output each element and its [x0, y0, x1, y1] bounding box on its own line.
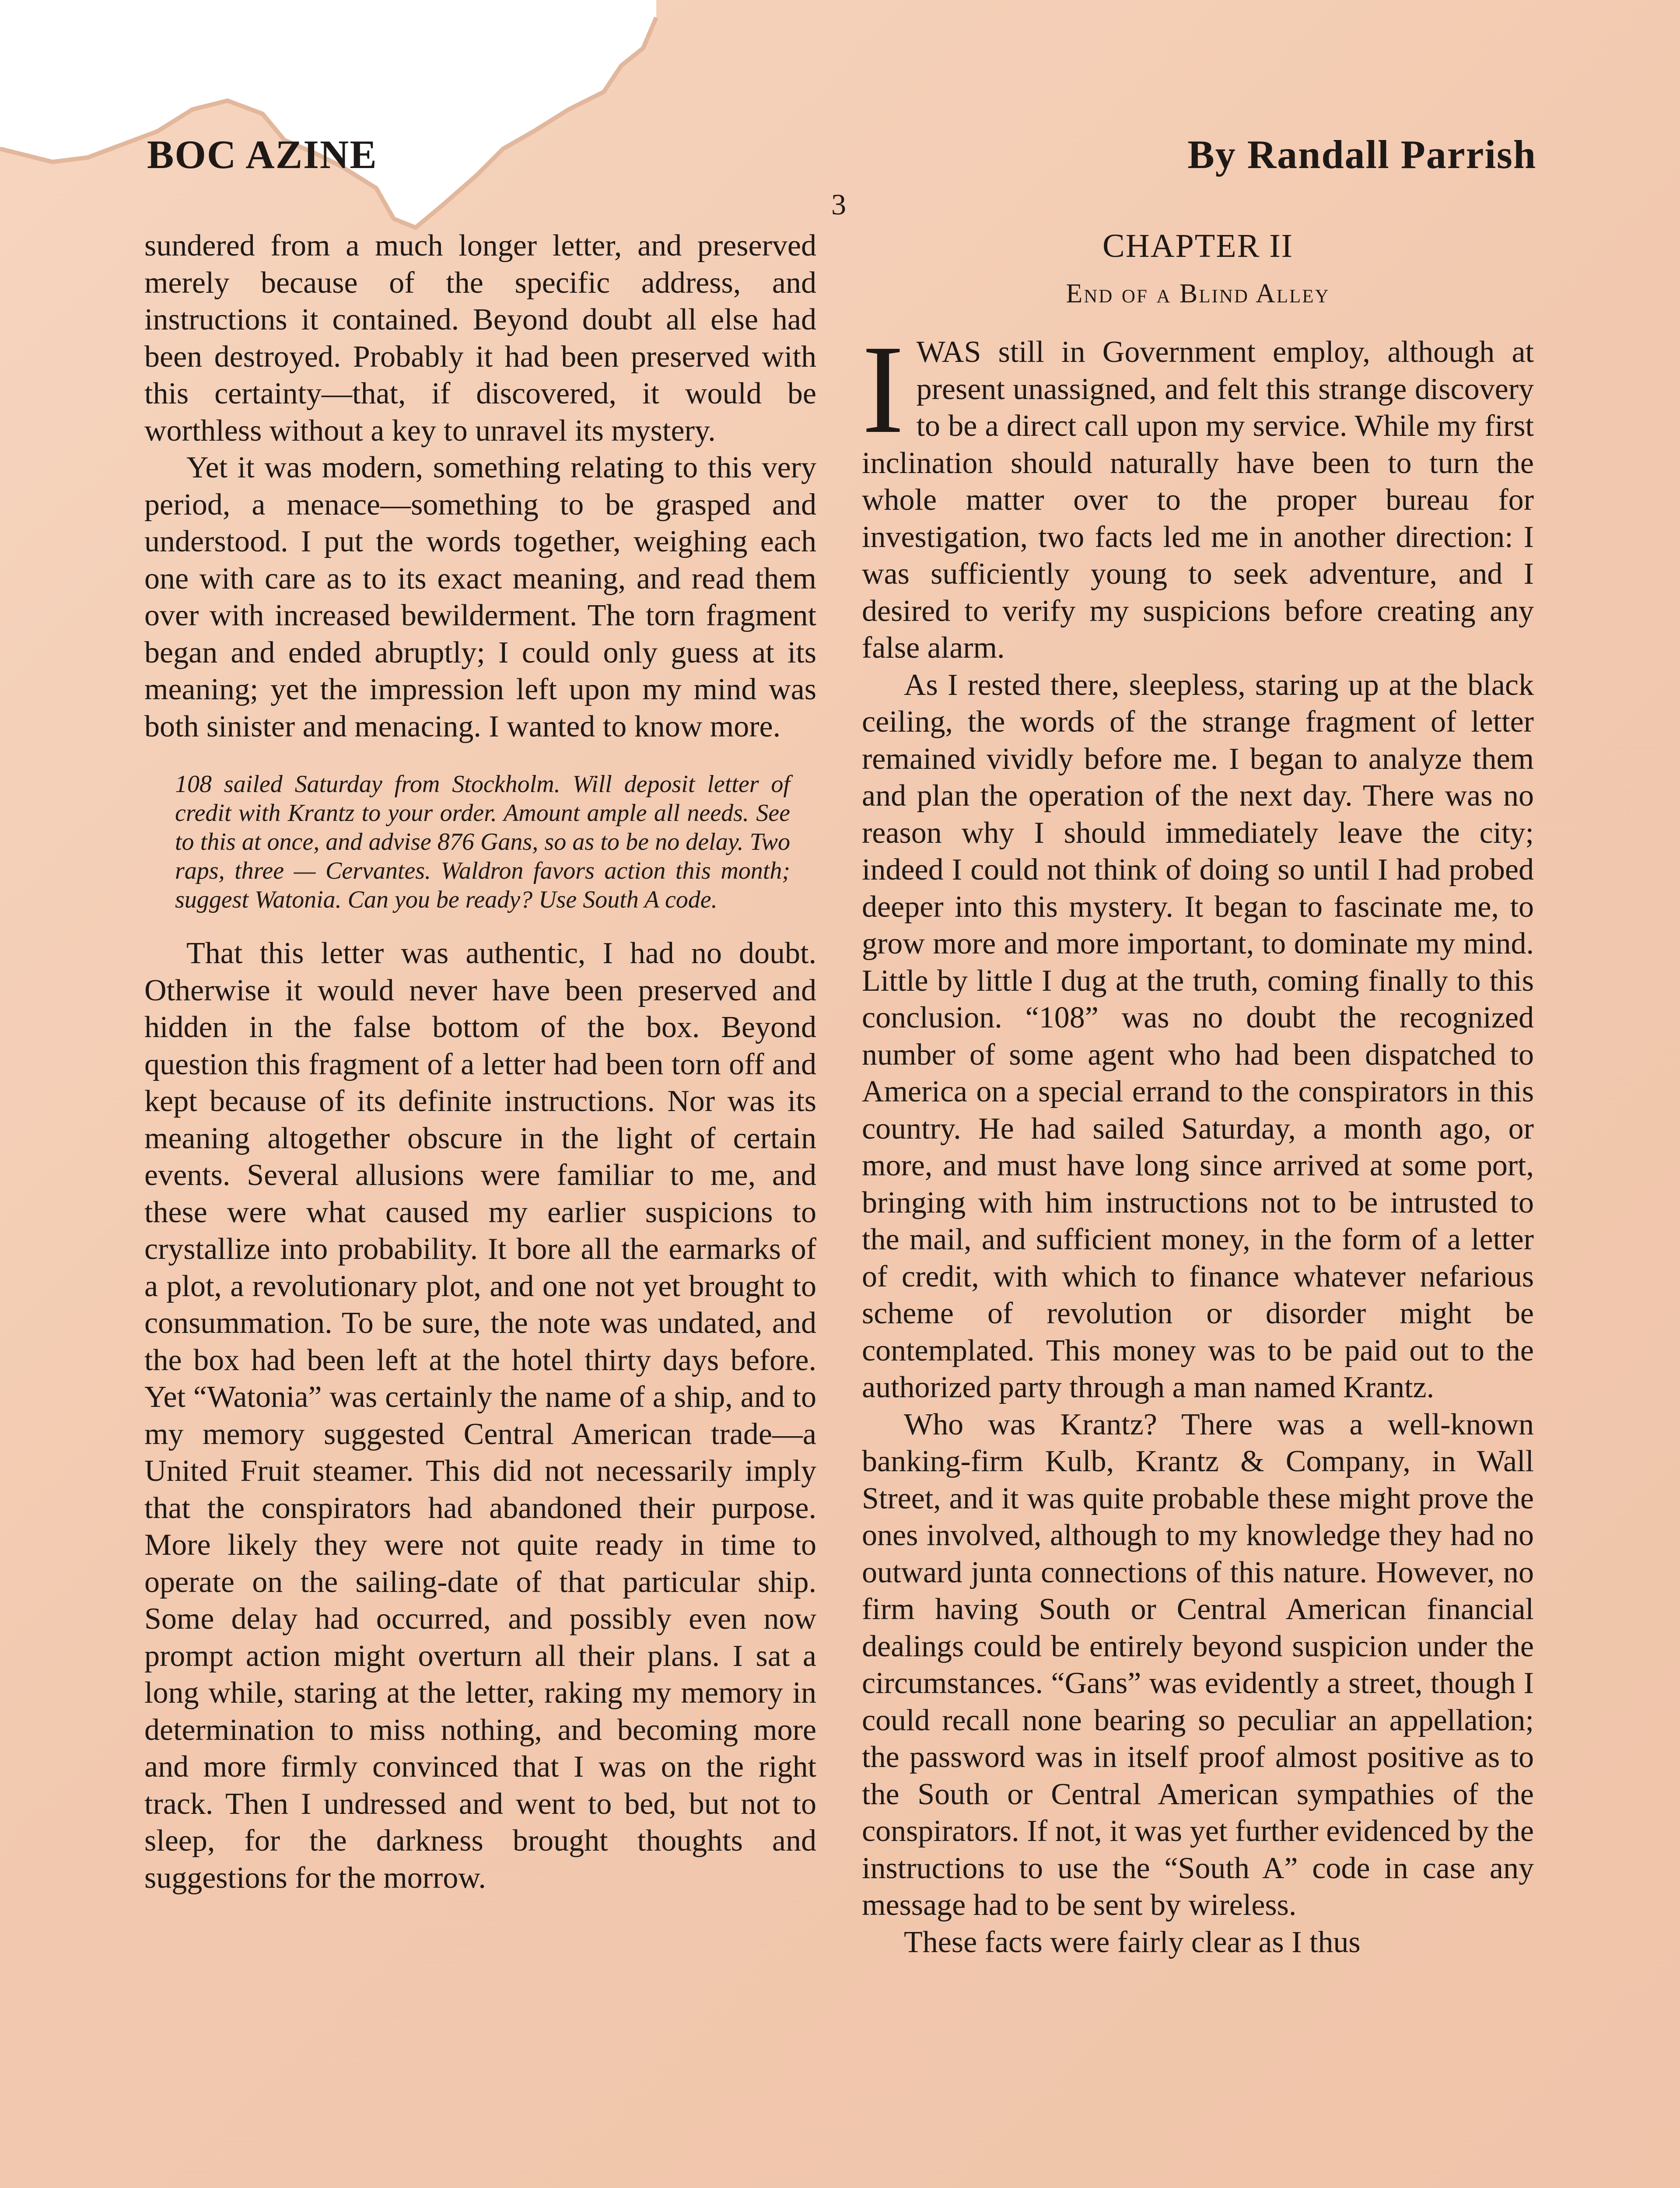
paragraph: These facts were fairly clear as I thus: [904, 1925, 1361, 1959]
chapter-title: End of a Blind Alley: [1066, 278, 1330, 309]
paragraph: Who was Krantz? There was a well-known banking-firm Kulb, Krantz & Company, in Wall Street, and it was quite probable these might prove the ones involved, although to my knowledge they had no outward junta connections of this nature. However, no firm having South or Central American financial dealings could be entirely beyond suspicion under the circumstances. “Gans” was evidently a street, though I could recall none bearing so peculiar an appellation; the password was in itself proof almost positive as to the South or Central American sympathies of the conspirators. If not, it was yet further evidenced by the instructions to use the “South A” code in case any message had to be sent by wireless.: [862, 1407, 1534, 1922]
paragraph: As I rested there, sleepless, staring up at the black ceiling, the words of the strange fragment of letter remained vividly before me. I began to analyze them and plan the operation of the next day. There was no reason why I should immediately leave the city; indeed I could not think of doing so until I had probed deeper into this mystery. It began to fascinate me, to grow more and more important, to dominate my mind. Little by little I dug at the truth, coming finally to this conclusion. “108” was no doubt the recognized number of some agent who had been dispatched to America on a special errand to the conspirators in this country. He had sailed Saturday, a month ago, or more, and must have long since arrived at some port, bringing with him instructions not to be intrusted to the mail, and sufficient money, in the form of a letter of credit, with which to finance whatever nefarious scheme of revolution or disorder might be contemplated. This money was to be paid out to the authorized party through a man named Krantz.: [862, 668, 1534, 1404]
paragraph: That this letter was authentic, I had no doubt. Otherwise it would never have been preserved and hidden in the false bottom of the box. Beyond question this fragment of a letter had been torn off and kept because of its definite instructions. Nor was its meaning altogether obscure in the light of certain events. Several allusions were familiar to me, and these were what caused my earlier suspicions to crystallize into probability. It bore all the earmarks of a plot, a revolutionary plot, and one not yet brought to consummation. To be sure, the note was undated, and the box had been left at the hotel thirty days before. Yet “Watonia” was certainly the name of a ship, and to my memory suggested Central American trade—a United Fruit steamer. This did not necessarily imply that the conspirators had abandoned their purpose. More likely they were not quite ready in time to operate on the sailing-date of that particular ship. Some delay had occurred, and possibly even now prompt action might overturn all their plans. I sat a long while, staring at the letter, raking my memory in determination to miss nothing, and becoming more and more firmly convinced that I was on the right track. Then I undressed and went to bed, but not to sleep, for the darkness brought thoughts and suggestions for the morrow.: [144, 936, 816, 1895]
page-number: 3: [831, 188, 846, 221]
magazine-title: BOC AZINE: [147, 132, 378, 177]
paragraph-text: WAS still in Government employ, although at present unassigned, and felt this strange discovery to be a direct call upon my service. While my first inclination should naturally have been to turn the whole matter over to the proper bureau for investigation, two facts led me in another direction: I was sufficiently young to seek adventure, and I desired to verify my suspicions before creating any false alarm.: [862, 335, 1534, 665]
paragraph: [862, 319, 1534, 667]
drop-cap: I: [862, 319, 904, 459]
author-byline: By Randall Parrish: [1187, 132, 1536, 177]
paragraph: sundered from a much longer letter, and preserved merely because of the specific address, and instructions it contained. Beyond doubt all else had been destroyed. Probably it had been preserved with this certainty—that, if discovered, it would be worthless without a key to unravel its mystery.: [144, 229, 816, 448]
left-column: [144, 228, 816, 1897]
chapter-heading: CHAPTER II: [1102, 228, 1293, 264]
right-column: [862, 228, 1534, 1961]
paragraph: Yet it was modern, something relating to this very period, a menace—something to be grasped and understood. I put the words together, weighing each one with care as to its exact meaning, and read them over with increased bewilderment. The torn fragment began and ended abruptly; I could only guess at its meaning; yet the impression left upon my mind was both sinister and menacing. I wanted to know more.: [144, 451, 816, 743]
letter-quote: 108 sailed Saturday from Stockholm. Will deposit letter of credit with Krantz to your order. Amount ample all needs. See to this at once, and advise 876 Gans, so as to be no delay. Two raps, three — Cervantes. Waldron favors action this month; suggest Watonia. Can you be ready? Use South A code.: [175, 771, 790, 913]
